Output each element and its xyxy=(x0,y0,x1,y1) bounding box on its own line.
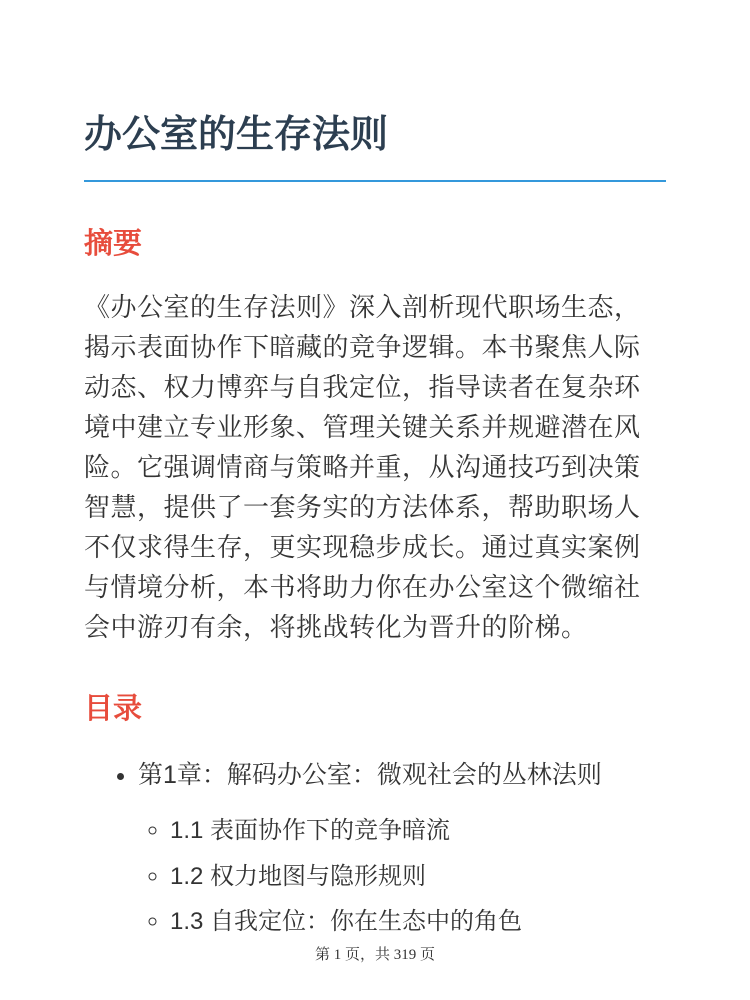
page-title: 办公室的生存法则 xyxy=(84,114,389,156)
toc-list xyxy=(84,759,666,937)
title-divider xyxy=(84,180,666,182)
toc-heading: 目录 xyxy=(84,693,143,726)
toc-section-item: ◦ 1.3 自我定位：你在生态中的角色 xyxy=(170,906,666,937)
page-number-indicator: 第 1 页，共 319 页 xyxy=(314,947,435,963)
toc-sublist xyxy=(138,815,666,937)
toc-section-item: ◦ 1.1 表面协作下的竞争暗流 xyxy=(170,815,666,846)
abstract-heading: 摘要 xyxy=(84,227,143,260)
abstract-paragraph: 《办公室的生存法则》深入剖析现代职场生态，揭示表面协作下暗藏的竞争逻辑。本书聚焦人际动态、权力博弈与自我定位，指导读者在复杂环境中建立专业形象、管理关键关系并规避潜在风险。它强调情商与策略并重，从沟通技巧到决策智慧，提供了一套务实的方法体系，帮助职场人不仅求得生存，更实现稳步成长。通过真实案例与情境分析，本书将助力你在办公室这个微缩社会中游刃有余，将挑战转化为晋升的阶梯。 xyxy=(84,292,641,643)
toc-chapter-item xyxy=(138,759,666,937)
toc-chapter-label: 第1章：解码办公室：微观社会的丛林法则 xyxy=(138,760,602,789)
toc-section-item: ◦ 1.2 权力地图与隐形规则 xyxy=(170,861,666,892)
